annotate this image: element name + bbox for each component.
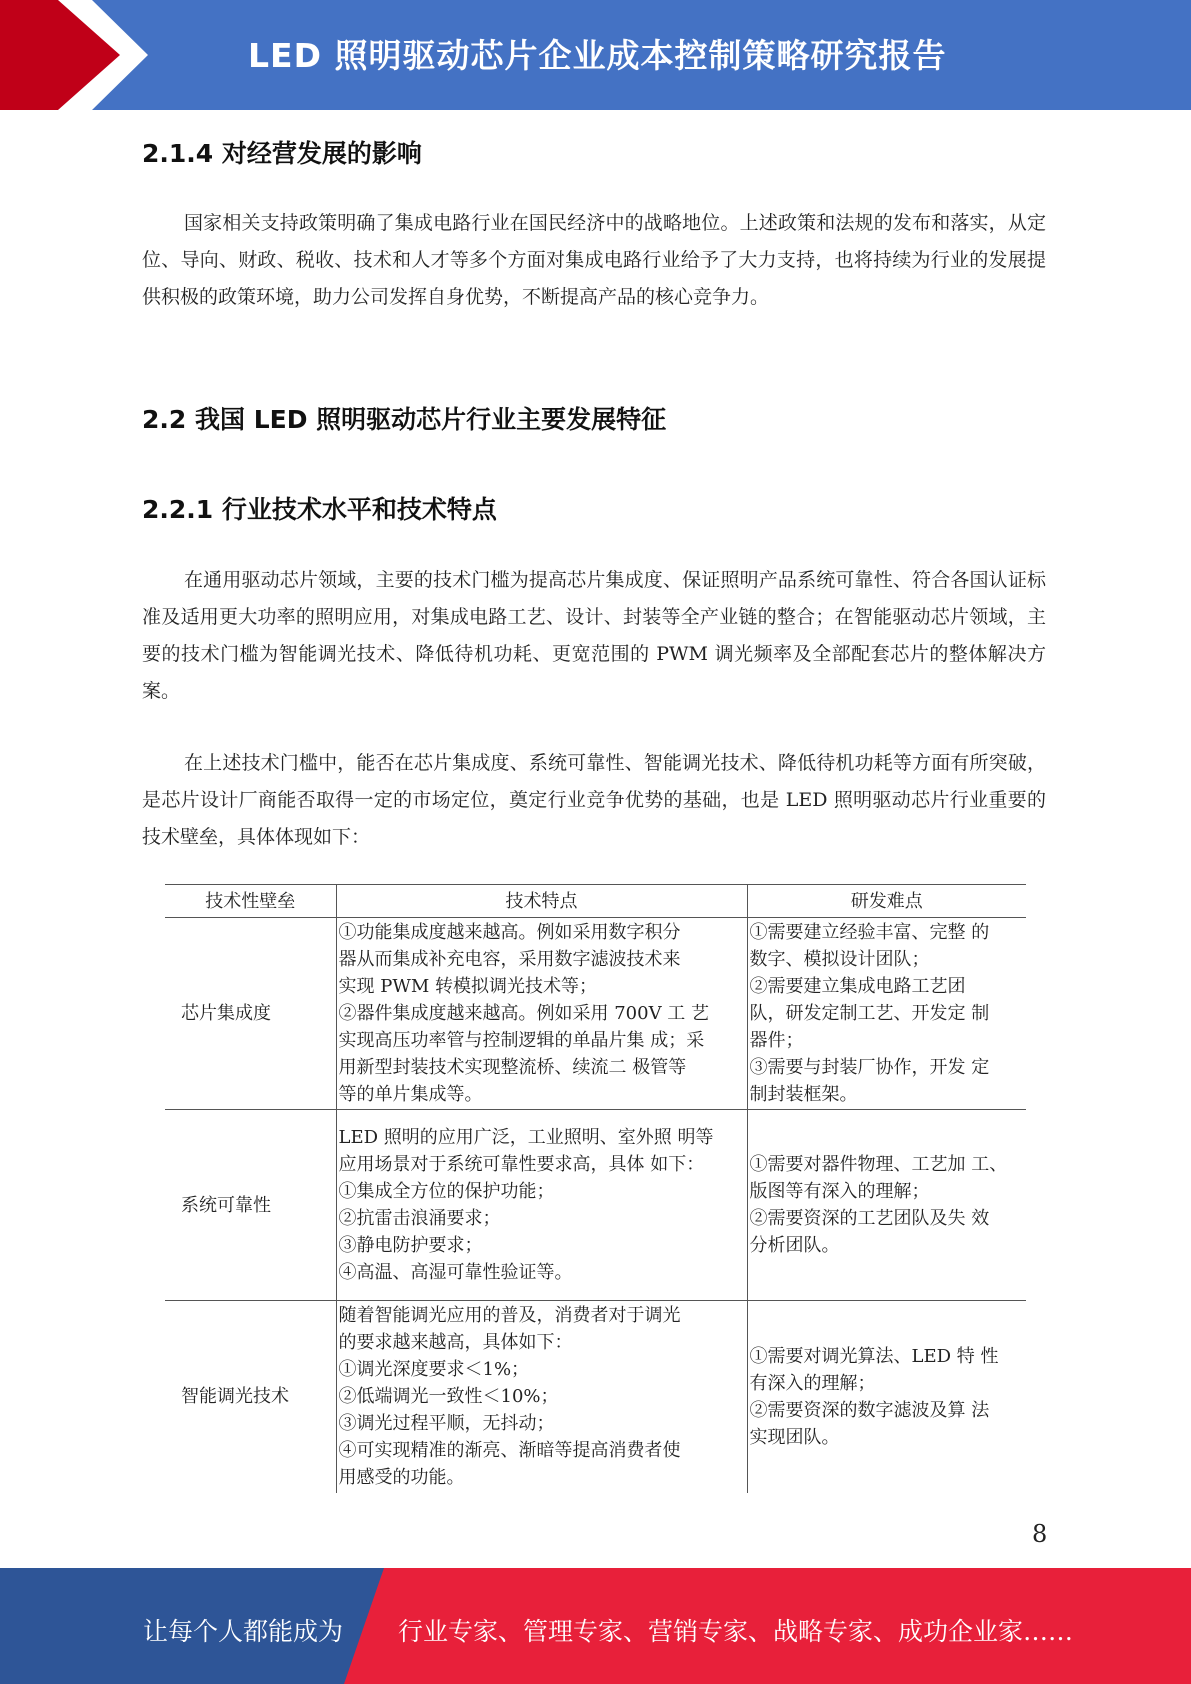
- features-line: 实现 PWM 转模拟调光技术等；: [338, 976, 597, 997]
- difficulties-cell: [747, 918, 1026, 1110]
- difficulties-line: ①需要建立经验丰富、完整 的: [749, 922, 990, 943]
- features-line: ③调光过程平顺，无抖动；: [338, 1413, 555, 1435]
- table-row: [165, 1110, 1026, 1301]
- features-line: 器从而集成补充电容，采用数字滤波技术来: [338, 949, 681, 970]
- page-footer-band: [0, 1568, 1191, 1684]
- difficulties-line: 实现团队。: [749, 1426, 840, 1448]
- barrier-cell: 系统可靠性: [181, 1194, 271, 1216]
- difficulties-cell: [747, 1110, 1026, 1301]
- difficulties-line: ①需要对器件物理、工艺加 工、: [749, 1154, 1008, 1175]
- difficulties-line: 队，研发定制工艺、开发定 制: [749, 1003, 990, 1024]
- features-line: ③静电防护要求；: [338, 1235, 483, 1256]
- features-cell: [336, 918, 747, 1110]
- barrier-cell: 智能调光技术: [181, 1386, 289, 1408]
- difficulties-line: 有深入的理解；: [749, 1372, 876, 1394]
- difficulties-line: ②需要资深的数字滤波及算 法: [749, 1399, 990, 1421]
- table-header-cell: 研发难点: [747, 885, 1026, 918]
- features-line: 应用场景对于系统可靠性要求高，具体 如下：: [338, 1154, 705, 1175]
- section-heading-2-1-4: 2.1.4 对经营发展的影响: [142, 139, 422, 168]
- difficulties-line: 版图等有深入的理解；: [749, 1181, 930, 1202]
- page-header-band: [0, 0, 1191, 110]
- features-line: 的要求越来越高，具体如下：: [338, 1332, 573, 1354]
- table-header-cell: 技术性壁垒: [165, 885, 336, 918]
- features-line: 随着智能调光应用的普及，消费者对于调光: [338, 1305, 681, 1327]
- features-line: ①功能集成度越来越高。例如采用数字积分: [338, 922, 681, 943]
- table-header-cell: 技术特点: [336, 885, 747, 918]
- difficulties-line: ②需要建立集成电路工艺团: [749, 976, 966, 997]
- footer-slogan-right: 行业专家、管理专家、营销专家、战略专家、成功企业家……: [398, 1617, 1074, 1646]
- page-number: 8: [1032, 1520, 1048, 1548]
- difficulties-line: ①需要对调光算法、LED 特 性: [749, 1345, 999, 1367]
- difficulties-line: 分析团队。: [749, 1235, 840, 1256]
- technical-barriers-table: [165, 884, 1026, 1493]
- difficulties-cell: [747, 1301, 1026, 1493]
- features-line: ②低端调光一致性＜10%；: [338, 1386, 559, 1408]
- features-line: 用新型封装技术实现整流桥、续流二 极管等: [338, 1057, 687, 1078]
- difficulties-line: 数字、模拟设计团队；: [749, 949, 930, 970]
- difficulties-line: ②需要资深的工艺团队及失 效: [749, 1208, 990, 1229]
- difficulties-line: 器件；: [749, 1030, 804, 1051]
- features-line: 实现高压功率管与控制逻辑的单晶片集 成；采: [338, 1030, 705, 1051]
- features-line: ①调光深度要求＜1%；: [338, 1359, 530, 1381]
- features-line: ④高温、高湿可靠性验证等。: [338, 1262, 573, 1283]
- table-row: [165, 1301, 1026, 1493]
- paragraph-2-1-4: 国家相关支持政策明确了集成电路行业在国民经济中的战略地位。上述政策和法规的发布和落实，从定位、导向、财政、税收、技术和人才等多个方面对集成电路行业给予了大力支持，也将持续为行业的发展提供积极的政策环境，助力公司发挥自身优势，不断提高产品的核心竞争力。: [142, 212, 1046, 308]
- barrier-cell: 芯片集成度: [181, 1003, 271, 1024]
- features-line: ①集成全方位的保护功能；: [338, 1181, 555, 1202]
- paragraph-2-2-1-a: 在通用驱动芯片领域，主要的技术门槛为提高芯片集成度、保证照明产品系统可靠性、符合各国认证标准及适用更大功率的照明应用，对集成电路工艺、设计、封装等全产业链的整合；在智能驱动芯片领域，主要的技术门槛为智能调光技术、降低待机功耗、更宽范围的 PWM 调光频率及全部配套芯片的整体解决方案。: [142, 569, 1046, 702]
- features-line: 等的单片集成等。: [338, 1084, 483, 1105]
- features-cell: [336, 1110, 747, 1301]
- features-line: ④可实现精准的渐亮、渐暗等提高消费者使: [338, 1440, 681, 1462]
- report-title: LED 照明驱动芯片企业成本控制策略研究报告: [248, 36, 947, 75]
- section-heading-2-2: 2.2 我国 LED 照明驱动芯片行业主要发展特征: [142, 405, 667, 434]
- features-line: 用感受的功能。: [338, 1467, 465, 1489]
- features-cell: [336, 1301, 747, 1493]
- features-line: ②器件集成度越来越高。例如采用 700V 工 艺: [338, 1003, 710, 1024]
- features-line: LED 照明的应用广泛，工业照明、室外照 明等: [338, 1127, 714, 1148]
- table-header-row: [165, 885, 1026, 918]
- features-line: ②抗雷击浪涌要求；: [338, 1208, 501, 1229]
- footer-slogan-left: 让每个人都能成为: [143, 1617, 344, 1646]
- section-heading-2-2-1: 2.2.1 行业技术水平和技术特点: [142, 495, 497, 524]
- table-row: [165, 918, 1026, 1110]
- difficulties-line: 制封装框架。: [749, 1084, 858, 1105]
- difficulties-line: ③需要与封装厂协作，开发 定: [749, 1057, 990, 1078]
- paragraph-2-2-1-b: 在上述技术门槛中，能否在芯片集成度、系统可靠性、智能调光技术、降低待机功耗等方面有所突破，是芯片设计厂商能否取得一定的市场定位，奠定行业竞争优势的基础，也是 LED 照明驱动芯片行业重要的技术壁垒，具体体现如下：: [142, 752, 1046, 848]
